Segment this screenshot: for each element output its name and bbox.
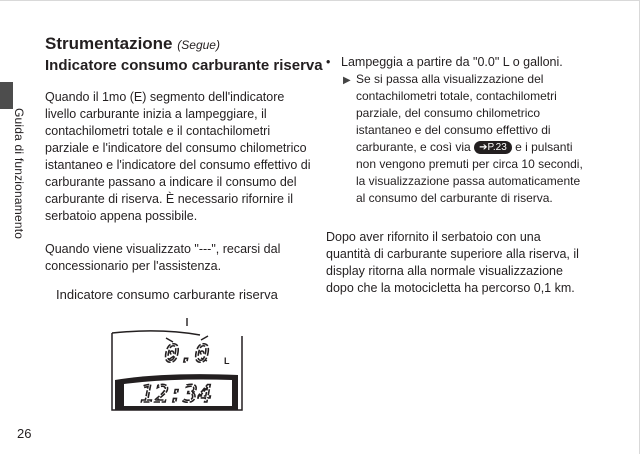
page-header bbox=[45, 34, 325, 75]
page-number: 26 bbox=[17, 426, 32, 441]
clock-display: 12:34 bbox=[139, 380, 213, 408]
paragraph-reserve-explanation: Quando il 1mo (E) segmento dell'indicatore livello carburante inizia a lampeggiare, il contachilometri totale e il contachilometri parziale e l'indicatore del consumo chilometrico istantaneo e l'indicatore del consumo effettivo di carburante passano a indicare il consumo del carburante di riserva. È necessario rifornire il serbatoio appena possibile. bbox=[45, 90, 311, 223]
sub-note bbox=[343, 71, 588, 207]
reserve-value-display: 0.0 bbox=[164, 339, 210, 368]
section-tab-marker bbox=[0, 82, 13, 109]
bullet-dot-icon: • bbox=[326, 55, 331, 69]
page-title bbox=[45, 34, 325, 55]
sub-note-after: e i pulsanti non vengono premuti per circa 10 secondi, la visualizzazione passa automaticamente al consumo del carburante di riserva. bbox=[356, 140, 583, 205]
page-frame-top bbox=[0, 0, 640, 1]
sub-note-text bbox=[356, 71, 588, 207]
sub-note-before: Se si passa alla visualizzazione del contachilometri totale, contachilometri parziale, del consumo chilometrico istantaneo e del consumo effettivo di carburante, e così via bbox=[356, 72, 557, 154]
paragraph-dashes-note: Quando viene visualizzato "---", recarsi dal concessionario per l'assistenza. bbox=[45, 242, 281, 273]
fuel-reserve-display-illustration bbox=[110, 298, 245, 418]
lcd-display-drawing bbox=[110, 298, 245, 418]
right-column bbox=[326, 54, 588, 297]
triangle-arrow-icon: ▶ bbox=[343, 75, 351, 86]
title-continued: (Segue) bbox=[177, 38, 220, 52]
section-subtitle: Indicatore consumo carburante riserva bbox=[45, 57, 323, 74]
page-reference-label: P.23 bbox=[487, 142, 507, 153]
left-column bbox=[45, 89, 317, 291]
figure-caption: Indicatore consumo carburante riserva bbox=[56, 287, 278, 302]
side-section-label: Guida di funzionamento bbox=[12, 108, 26, 240]
arrow-right-icon: ➔ bbox=[479, 142, 488, 153]
bullet-text: Lampeggia a partire da "0.0" L o galloni. bbox=[341, 55, 563, 69]
paragraph-refuel-note: Dopo aver rifornito il serbatoio con una quantità di carburante superiore alla riserva, il display ritorna alla normale visualizzazione dopo che la motocicletta ha percorso 0,1 km. bbox=[326, 230, 579, 295]
page-reference-link[interactable] bbox=[474, 141, 512, 154]
reserve-unit: L bbox=[224, 356, 230, 366]
bullet-item bbox=[326, 54, 588, 71]
title-text: Strumentazione bbox=[45, 34, 173, 53]
